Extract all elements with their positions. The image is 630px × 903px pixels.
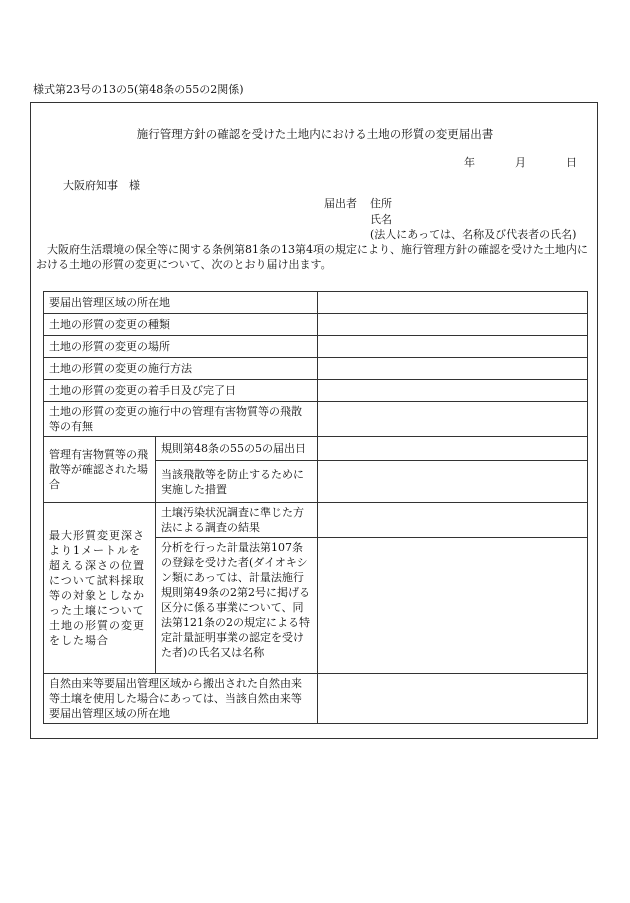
corporate-note: (法人にあっては、名称及び代表者の氏名) <box>370 228 577 241</box>
document-title: 施行管理方針の確認を受けた土地内における土地の形質の変更届出書 <box>136 127 494 141</box>
form-number: 様式第23号の13の5(第48条の55の2関係) <box>33 83 244 96</box>
date-year-label: 年 <box>464 156 475 169</box>
value-cell[interactable] <box>318 402 588 437</box>
applicant-label: 届出者 <box>324 197 357 210</box>
value-cell[interactable] <box>318 336 588 358</box>
value-cell[interactable] <box>318 461 588 503</box>
table-row <box>44 292 588 314</box>
date-day-label: 日 <box>566 156 577 169</box>
row-label: 土壌汚染状況調査に準じた方法による調査の結果 <box>156 503 318 538</box>
row-label: 土地の形質の変更の着手日及び完了日 <box>44 380 318 402</box>
address-label: 住所 <box>370 197 392 210</box>
notification-table <box>43 291 588 724</box>
row-label: 土地の形質の変更の場所 <box>44 336 318 358</box>
row-label: 自然由来等要届出管理区域から搬出された自然由来等土壌を使用した場合にあっては、当該自然由来等要届出管理区域の所在地 <box>44 674 318 724</box>
name-label: 氏名 <box>370 212 392 226</box>
value-cell[interactable] <box>318 358 588 380</box>
value-cell[interactable] <box>318 674 588 724</box>
value-cell[interactable] <box>318 538 588 674</box>
group-label: 最大形質変更深さより1メートルを超える深さの位置について試料採取等の対象としなかった土壌について土地の形質の変更をした場合 <box>44 503 156 674</box>
value-cell[interactable] <box>318 437 588 461</box>
date-line <box>464 154 577 170</box>
value-cell[interactable] <box>318 503 588 538</box>
table-row <box>44 336 588 358</box>
table-row <box>44 402 588 437</box>
applicant-block <box>324 196 576 243</box>
group-label: 管理有害物質等の飛散等が確認された場合 <box>44 437 156 503</box>
table-row <box>44 380 588 402</box>
table-row <box>44 503 588 538</box>
table-row <box>44 314 588 336</box>
row-label: 規則第48条の55の5の届出日 <box>156 437 318 461</box>
row-label: 土地の形質の変更の種類 <box>44 314 318 336</box>
intro-paragraph: 大阪府生活環境の保全等に関する条例第81条の13第4項の規定により、施行管理方針の確認を受けた土地内における土地の形質の変更について、次のとおり届け出ます。 <box>36 243 588 271</box>
addressee: 大阪府知事 様 <box>63 179 140 192</box>
value-cell[interactable] <box>318 292 588 314</box>
table-row <box>44 437 588 461</box>
row-label: 土地の形質の変更の施行中の管理有害物質等の飛散等の有無 <box>44 402 318 437</box>
row-label: 土地の形質の変更の施行方法 <box>44 358 318 380</box>
table-row <box>44 358 588 380</box>
row-label: 当該飛散等を防止するために実施した措置 <box>156 461 318 503</box>
value-cell[interactable] <box>318 380 588 402</box>
row-label: 分析を行った計量法第107条の登録を受けた者(ダイオキシン類にあっては、計量法施行規則第49条の2第2号に掲げる区分に係る事業について、同法第121条の2の規定による特定計量証明事業の認定を受けた者)の氏名又は名称 <box>156 538 318 674</box>
value-cell[interactable] <box>318 314 588 336</box>
table-row <box>44 674 588 724</box>
row-label: 要届出管理区域の所在地 <box>44 292 318 314</box>
date-month-label: 月 <box>515 156 526 169</box>
